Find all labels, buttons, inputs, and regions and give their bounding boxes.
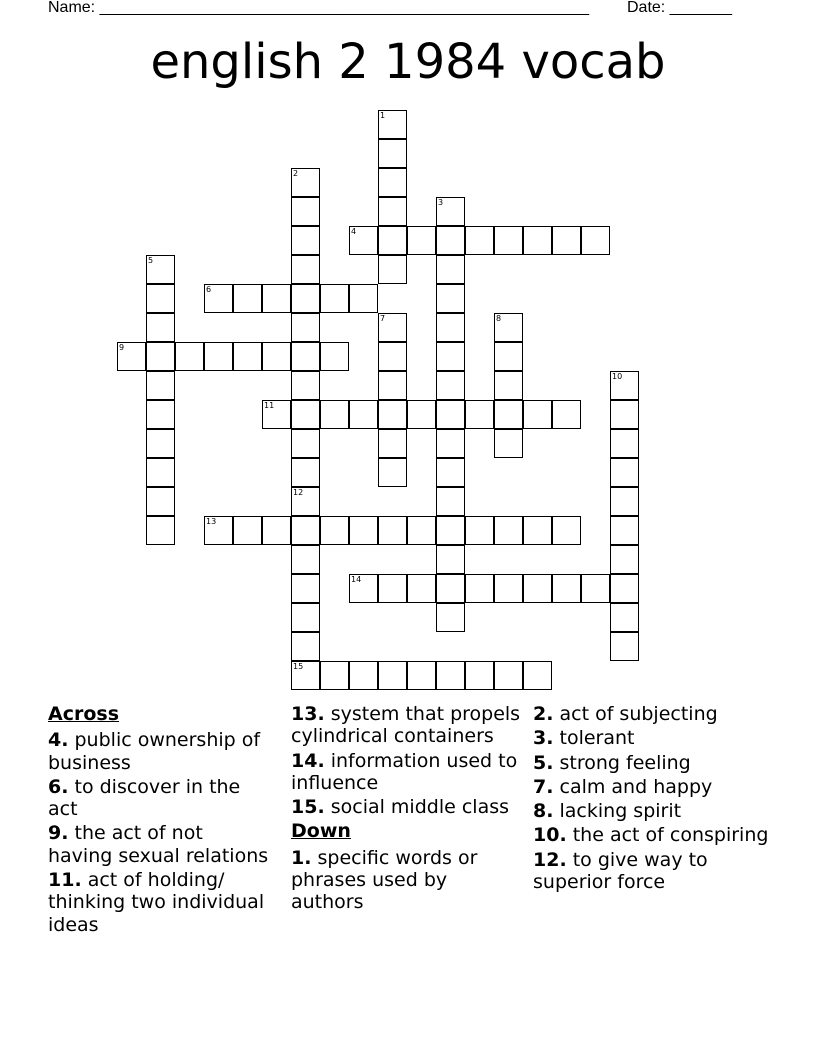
grid-cell[interactable] <box>465 574 494 603</box>
grid-cell[interactable] <box>204 516 233 545</box>
down-clue-8: 8. lacking spirit <box>533 800 682 823</box>
clue-number: 14 <box>351 575 362 584</box>
grid-cell[interactable] <box>494 661 523 690</box>
across-clue-9: 9. the act of not having sexual relations <box>48 822 269 867</box>
grid-cell[interactable] <box>291 313 320 342</box>
grid-cell[interactable] <box>233 342 262 371</box>
grid-cell[interactable] <box>291 603 320 632</box>
grid-cell[interactable] <box>378 342 407 371</box>
across-clue-15: 15. social middle class <box>291 796 510 819</box>
grid-cell[interactable] <box>494 371 523 400</box>
grid-cell[interactable] <box>349 400 378 429</box>
grid-cell[interactable] <box>262 342 291 371</box>
grid-cell[interactable] <box>146 487 175 516</box>
grid-cell[interactable] <box>610 545 639 574</box>
grid-cell[interactable] <box>349 516 378 545</box>
grid-cell[interactable] <box>523 574 552 603</box>
across-clue-11: 11. act of holding/ thinking two individual ideas <box>48 869 265 936</box>
clue-number: 9 <box>119 343 125 352</box>
grid-cell[interactable] <box>291 226 320 255</box>
grid-cell[interactable] <box>465 661 494 690</box>
grid-cell[interactable] <box>407 661 436 690</box>
grid-cell[interactable] <box>378 313 407 342</box>
clue-number: 2 <box>293 169 299 178</box>
grid-cell[interactable] <box>291 168 320 197</box>
grid-cell[interactable] <box>436 603 465 632</box>
grid-cell[interactable] <box>552 516 581 545</box>
grid-cell[interactable] <box>117 342 146 371</box>
grid-cell[interactable] <box>320 400 349 429</box>
grid-cell[interactable] <box>465 516 494 545</box>
grid-cell[interactable] <box>407 400 436 429</box>
page-title: english 2 1984 vocab <box>150 34 666 90</box>
grid-cell[interactable] <box>291 197 320 226</box>
grid-cell[interactable] <box>233 284 262 313</box>
grid-cell[interactable] <box>378 661 407 690</box>
grid-cell[interactable] <box>146 371 175 400</box>
grid-cell[interactable] <box>378 371 407 400</box>
across-clue-14: 14. information used to influence <box>291 749 518 794</box>
grid-cell[interactable] <box>320 342 349 371</box>
grid-cell[interactable] <box>262 400 291 429</box>
grid-cell[interactable] <box>436 400 465 429</box>
grid-cell[interactable] <box>552 400 581 429</box>
grid-cell[interactable] <box>494 313 523 342</box>
grid-cell[interactable] <box>291 574 320 603</box>
grid-cell[interactable] <box>436 197 465 226</box>
clues-column-3 <box>533 703 773 895</box>
clue-number: 4 <box>351 227 357 236</box>
grid-cell[interactable] <box>610 603 639 632</box>
grid-cell[interactable] <box>378 458 407 487</box>
grid-cell[interactable] <box>291 342 320 371</box>
grid-cell[interactable] <box>436 342 465 371</box>
grid-cell[interactable] <box>436 313 465 342</box>
clue-number: 7 <box>380 314 386 323</box>
grid-cell[interactable] <box>146 313 175 342</box>
grid-cell[interactable] <box>494 226 523 255</box>
grid-cell[interactable] <box>204 342 233 371</box>
grid-cell[interactable] <box>378 429 407 458</box>
grid-cell[interactable] <box>175 342 204 371</box>
grid-cell[interactable] <box>204 284 233 313</box>
grid-cell[interactable] <box>291 487 320 516</box>
grid-cell[interactable] <box>378 139 407 168</box>
clue-number: 11 <box>264 401 275 410</box>
grid-cell[interactable] <box>494 516 523 545</box>
clues-column-2 <box>291 703 521 916</box>
grid-cell[interactable] <box>291 632 320 661</box>
grid-cell[interactable] <box>436 284 465 313</box>
grid-cell[interactable] <box>610 487 639 516</box>
grid-cell[interactable] <box>407 574 436 603</box>
across-heading: Across <box>48 703 120 725</box>
grid-cell[interactable] <box>436 487 465 516</box>
grid-cell[interactable] <box>291 255 320 284</box>
grid-cell[interactable] <box>146 342 175 371</box>
grid-cell[interactable] <box>407 516 436 545</box>
grid-cell[interactable] <box>494 400 523 429</box>
grid-cell[interactable] <box>378 574 407 603</box>
grid-cell[interactable] <box>291 400 320 429</box>
grid-cell[interactable] <box>378 197 407 226</box>
grid-cell[interactable] <box>436 255 465 284</box>
down-clue-7: 7. calm and happy <box>533 775 713 798</box>
grid-cell[interactable] <box>523 226 552 255</box>
grid-cell[interactable] <box>378 516 407 545</box>
clue-number: 3 <box>438 198 444 207</box>
grid-cell[interactable] <box>291 371 320 400</box>
grid-cell[interactable] <box>378 255 407 284</box>
grid-cell[interactable] <box>465 400 494 429</box>
grid-cell[interactable] <box>436 516 465 545</box>
across-clue-13: 13. system that propels cylindrical containers <box>291 703 521 748</box>
across-clue-4: 4. public ownership of business <box>48 729 261 774</box>
clue-number: 1 <box>380 111 386 120</box>
clue-number: 10 <box>612 372 623 381</box>
grid-cell[interactable] <box>436 574 465 603</box>
grid-cell[interactable] <box>610 371 639 400</box>
grid-cell[interactable] <box>146 516 175 545</box>
grid-cell[interactable] <box>436 661 465 690</box>
grid-cell[interactable] <box>610 429 639 458</box>
grid-cell[interactable] <box>349 226 378 255</box>
grid-cell[interactable] <box>552 574 581 603</box>
clue-number: 5 <box>148 256 154 265</box>
grid-cell[interactable] <box>262 284 291 313</box>
name-field-label[interactable]: Name: _______________________________________________________ <box>48 0 589 16</box>
across-clue-6: 6. to discover in the act <box>48 775 241 821</box>
grid-cell[interactable] <box>349 661 378 690</box>
down-clue-10: 10. the act of conspiring <box>533 824 769 847</box>
grid-cell[interactable] <box>378 226 407 255</box>
clue-number: 6 <box>206 285 212 294</box>
clue-number: 8 <box>496 314 502 323</box>
grid-cell[interactable] <box>146 284 175 313</box>
grid-cell[interactable] <box>291 545 320 574</box>
grid-cell[interactable] <box>146 255 175 284</box>
down-clue-5: 5. strong feeling <box>533 751 691 774</box>
grid-cell[interactable] <box>291 458 320 487</box>
grid-cell[interactable] <box>610 458 639 487</box>
grid-cell[interactable] <box>610 632 639 661</box>
grid-cell[interactable] <box>581 574 610 603</box>
grid-cell[interactable] <box>291 284 320 313</box>
grid-cell[interactable] <box>378 400 407 429</box>
down-clue-3: 3. tolerant <box>533 727 635 750</box>
grid-cell[interactable] <box>146 400 175 429</box>
down-heading: Down <box>291 820 351 843</box>
grid-cell[interactable] <box>349 574 378 603</box>
grid-cell[interactable] <box>494 574 523 603</box>
grid-cell[interactable] <box>262 516 291 545</box>
grid-cell[interactable] <box>407 226 436 255</box>
grid-cell[interactable] <box>233 516 262 545</box>
grid-cell[interactable] <box>378 110 407 139</box>
grid-cell[interactable] <box>523 400 552 429</box>
date-field-label[interactable]: Date: _______ <box>627 0 732 16</box>
grid-cell[interactable] <box>465 226 494 255</box>
clue-number: 15 <box>293 662 304 671</box>
grid-cell[interactable] <box>552 226 581 255</box>
down-clue-1: 1. specific words or phrases used by authors <box>291 846 478 914</box>
grid-cell[interactable] <box>349 284 378 313</box>
grid-cell[interactable] <box>436 545 465 574</box>
grid-cell[interactable] <box>610 574 639 603</box>
grid-cell[interactable] <box>291 661 320 690</box>
grid-cell[interactable] <box>581 226 610 255</box>
grid-cell[interactable] <box>436 429 465 458</box>
grid-cell[interactable] <box>436 371 465 400</box>
grid-cell[interactable] <box>291 429 320 458</box>
grid-cell[interactable] <box>291 516 320 545</box>
grid-cell[interactable] <box>320 284 349 313</box>
grid-cell[interactable] <box>320 661 349 690</box>
grid-cell[interactable] <box>610 400 639 429</box>
grid-cell[interactable] <box>523 661 552 690</box>
grid-cell[interactable] <box>146 429 175 458</box>
grid-cell[interactable] <box>610 516 639 545</box>
grid-cell[interactable] <box>494 429 523 458</box>
grid-cell[interactable] <box>146 458 175 487</box>
clues-column-1 <box>48 703 273 938</box>
down-clue-2: 2. act of subjecting <box>533 703 718 725</box>
grid-cell[interactable] <box>494 342 523 371</box>
grid-cell[interactable] <box>320 516 349 545</box>
grid-cell[interactable] <box>436 226 465 255</box>
grid-cell[interactable] <box>378 168 407 197</box>
clue-number: 13 <box>206 517 217 526</box>
grid-cell[interactable] <box>523 516 552 545</box>
down-clue-12: 12. to give way to superior force <box>533 848 708 894</box>
clue-number: 12 <box>293 488 304 497</box>
grid-cell[interactable] <box>436 458 465 487</box>
